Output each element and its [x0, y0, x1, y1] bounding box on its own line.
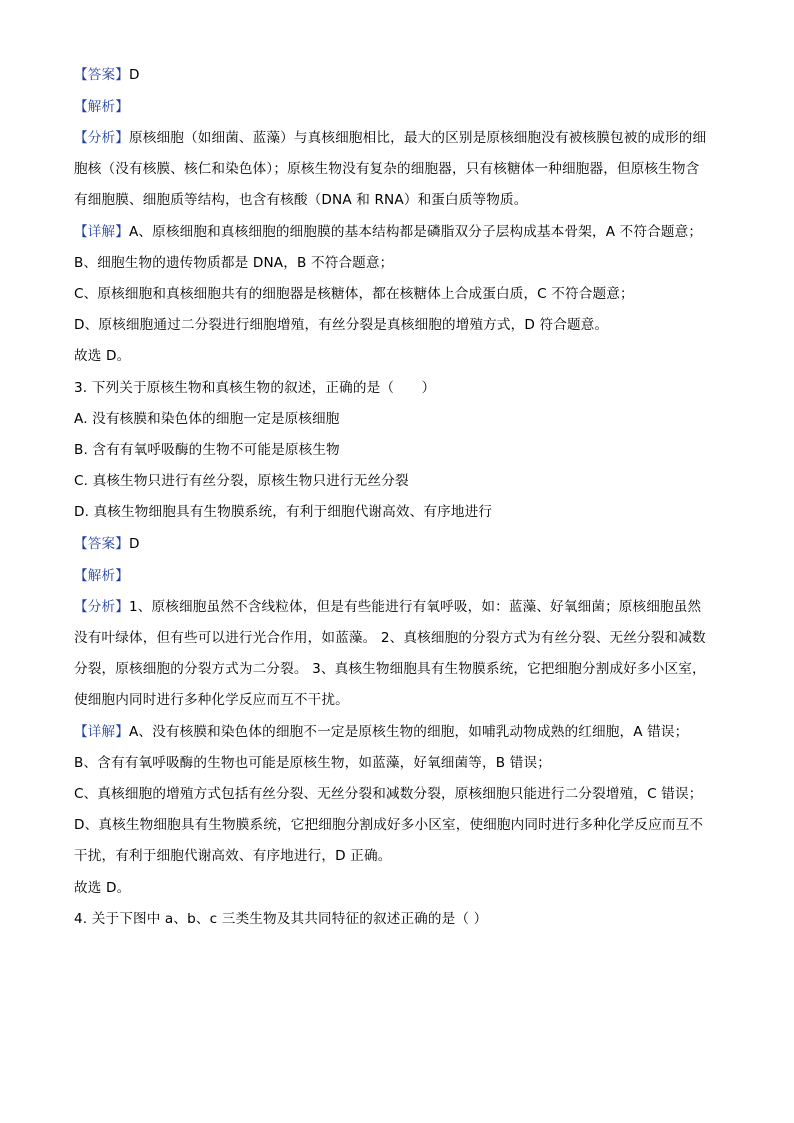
answer-line: 【答案】D: [74, 536, 140, 552]
analysis-paragraph-line: 没有叶绿体，但有些可以进行光合作用，如蓝藻。 2、真核细胞的分裂方式为有丝分裂、无丝分裂和减数: [74, 630, 706, 646]
analysis-paragraph-line: 【分析】原核细胞（如细菌、蓝藻）与真核细胞相比，最大的区别是原核细胞没有被核膜包被的成形的细: [74, 130, 707, 146]
analysis-heading: 【解析】: [74, 99, 129, 115]
detail-line: D、原核细胞通过二分裂进行细胞增殖，有丝分裂是真核细胞的增殖方式，D 符合题意。: [74, 317, 609, 333]
analysis-paragraph-line: 分裂，原核细胞的分裂方式为二分裂。 3、真核生物细胞具有生物膜系统，它把细胞分割成好多小区室，: [74, 661, 706, 677]
detail-line: 干扰，有利于细胞代谢高效、有序地进行，D 正确。: [74, 848, 392, 864]
analysis-paragraph-line: 有细胞膜、细胞质等结构，也含有核酸（DNA 和 RNA）和蛋白质等物质。: [74, 192, 528, 208]
detail-line: 【详解】A、没有核膜和染色体的细胞不一定是原核生物的细胞，如哺乳动物成熟的红细胞，A 错误；: [74, 724, 689, 740]
analysis-paragraph-line: 【分析】1、原核细胞虽然不含线粒体，但是有些能进行有氧呼吸，如：蓝藻、好氧细菌；原核细胞虽然: [74, 599, 702, 615]
conclusion-line: 故选 D。: [74, 880, 131, 896]
detail-line: B、含有有氧呼吸酶的生物也可能是原核生物，如蓝藻，好氧细菌等，B 错误；: [74, 755, 551, 771]
question-3-option-c: C. 真核生物只进行有丝分裂，原核生物只进行无丝分裂: [74, 473, 409, 489]
question-4-stem: 4. 关于下图中 a、b、c 三类生物及其共同特征的叙述正确的是（ ）: [74, 911, 488, 927]
answer-line: 【答案】D: [74, 67, 140, 83]
question-3-option-a: A. 没有核膜和染色体的细胞一定是原核细胞: [74, 411, 340, 427]
detail-line: D、真核生物细胞具有生物膜系统，它把细胞分割成好多小区室，使细胞内同时进行多种化学反应而互不: [74, 817, 704, 833]
conclusion-line: 故选 D。: [74, 348, 131, 364]
analysis-paragraph-line: 使细胞内同时进行多种化学反应而互不干扰。: [74, 692, 349, 708]
detail-line: 【详解】A、原核细胞和真核细胞的细胞膜的基本结构都是磷脂双分子层构成基本骨架，A 不符合题意；: [74, 224, 703, 240]
detail-line: B、细胞生物的遗传物质都是 DNA，B 不符合题意；: [74, 255, 394, 271]
detail-line: C、原核细胞和真核细胞共有的细胞器是核糖体，都在核糖体上合成蛋白质，C 不符合题意；: [74, 286, 634, 302]
analysis-paragraph-line: 胞核（没有核膜、核仁和染色体）；原核生物没有复杂的细胞器，只有核糖体一种细胞器，但原核生物含: [74, 161, 700, 177]
question-3-stem: 3. 下列关于原核生物和真核生物的叙述，正确的是（ ）: [74, 380, 436, 396]
question-3-option-d: D. 真核生物细胞具有生物膜系统，有利于细胞代谢高效、有序地进行: [74, 504, 493, 520]
analysis-heading: 【解析】: [74, 568, 129, 584]
question-3-option-b: B. 含有有氧呼吸酶的生物不可能是原核生物: [74, 442, 340, 458]
detail-line: C、真核细胞的增殖方式包括有丝分裂、无丝分裂和减数分裂，原核细胞只能进行二分裂增殖，C 错误；: [74, 786, 703, 802]
